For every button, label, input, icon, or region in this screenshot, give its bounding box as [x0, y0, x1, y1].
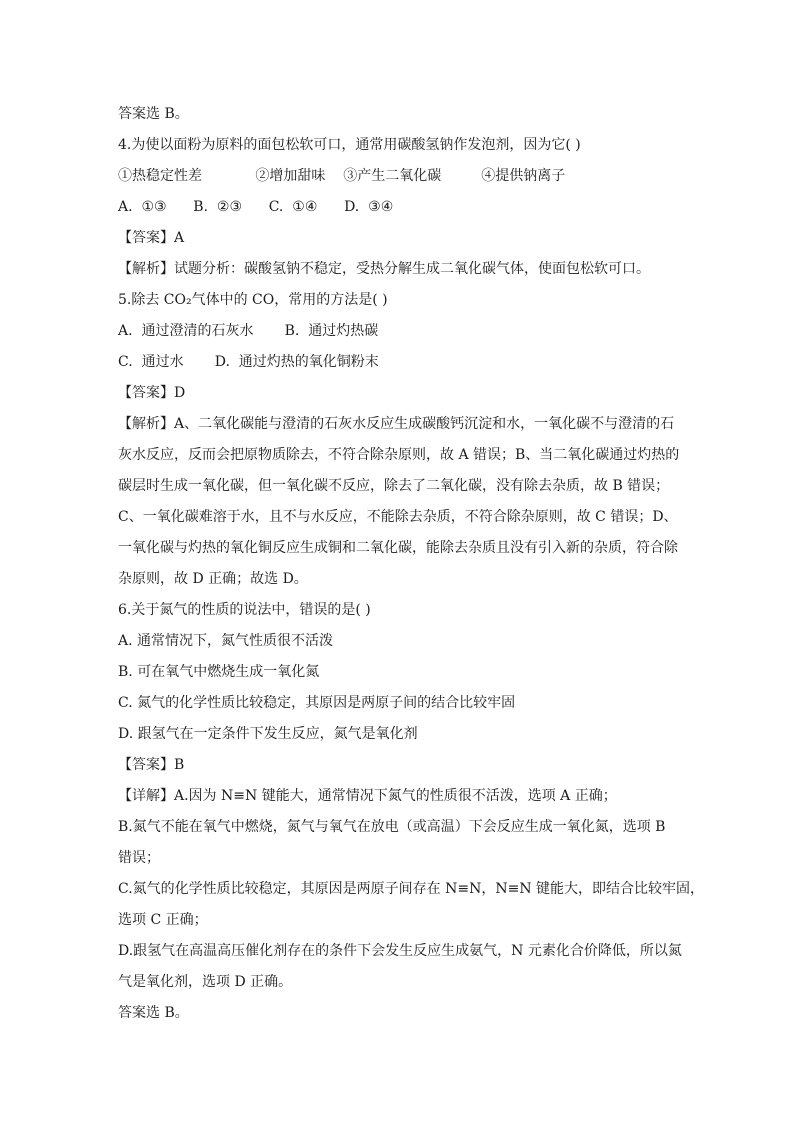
question-6-detail-line-4: C.氮气的化学性质比较稳定，其原因是两原子间存在 N≡N，N≡N 键能大，即结合比较牢固， [118, 881, 705, 897]
question-5-options-ab: A. 通过澄清的石灰水 B. 通过灼热碳 [118, 323, 379, 339]
question-6-stem: 6.关于氮气的性质的说法中，错误的是( ) [118, 602, 371, 618]
question-6-answer: 【答案】B [118, 757, 185, 773]
question-4-analysis: 【解析】试题分析：碳酸氢钠不稳定，受热分解生成二氧化碳气体，使面包松软可口。 [118, 261, 650, 277]
question-6-detail-line-3: 错误； [118, 850, 160, 866]
question-4-options: A. ①③ B. ②③ C. ①④ D. ③④ [118, 199, 394, 215]
question-6-detail-line-1: 【详解】A.因为 N≡N 键能大，通常情况下氮气的性质很不活泼，选项 A 正确； [118, 788, 617, 804]
question-4-answer: 【答案】A [118, 230, 185, 246]
question-5-analysis-line-5: 一氧化碳与灼热的氧化铜反应生成铜和二氧化碳，能除去杂质且没有引入新的杂质，符合除 [118, 540, 678, 556]
question-5-analysis-line-4: C、一氧化碳难溶于水，且不与水反应，不能除去杂质，不符合除杂原则，故 C 错误；D、 [118, 509, 678, 525]
question-4-stem: 4.为使以面粉为原料的面包松软可口，通常用碳酸氢钠作发泡剂，因为它( ) [118, 137, 581, 153]
question-5-options-cd: C. 通过水 D. 通过灼热的氧化铜粉末 [118, 354, 379, 370]
question-6-option-b: B. 可在氧气中燃烧生成一氧化氮 [118, 664, 320, 680]
question-6-detail-line-2: B.氮气不能在氧气中燃烧，氮气与氧气在放电（或高温）下会反应生成一氧化氮，选项 B [118, 819, 666, 835]
question-6-detail-line-7: 气是氧化剂，选项 D 正确。 [118, 974, 293, 990]
question-5-analysis-line-2: 灰水反应，反而会把原物质除去，不符合除杂原则，故 A 错误；B、当二氧化碳通过灼热的 [118, 447, 680, 463]
question-5-analysis-line-1: 【解析】A、二氧化碳能与澄清的石灰水反应生成碳酸钙沉淀和水，一氧化碳不与澄清的石 [118, 416, 675, 432]
question-6-detail-line-5: 选项 C 正确； [118, 912, 208, 928]
question-5-answer: 【答案】D [118, 385, 186, 401]
question-5-analysis-line-3: 碳层时生成一氧化碳，但一氧化碳不反应，除去了二氧化碳，没有除去杂质，故 B 错误； [118, 478, 670, 494]
question-5-analysis-line-6: 杂原则，故 D 正确；故选 D。 [118, 571, 308, 587]
question-4-statements: ①热稳定性差 ②增加甜味 ③产生二氧化碳 ④提供钠离子 [118, 168, 566, 184]
question-6-option-a: A. 通常情况下，氮气性质很不活泼 [118, 633, 334, 649]
question-5-stem: 5.除去 CO₂气体中的 CO，常用的方法是( ) [118, 292, 388, 308]
question-6-detail-line-6: D.跟氢气在高温高压催化剂存在的条件下会发生反应生成氨气，N 元素化合价降低，所以氮 [118, 943, 682, 959]
question-6-option-c: C. 氮气的化学性质比较稳定，其原因是两原子间的结合比较牢固 [118, 695, 516, 711]
answer-line-q6: 答案选 B。 [118, 1005, 189, 1021]
question-6-option-d: D. 跟氢气在一定条件下发生反应，氮气是氧化剂 [118, 726, 418, 742]
answer-line-q3: 答案选 B。 [118, 106, 189, 122]
